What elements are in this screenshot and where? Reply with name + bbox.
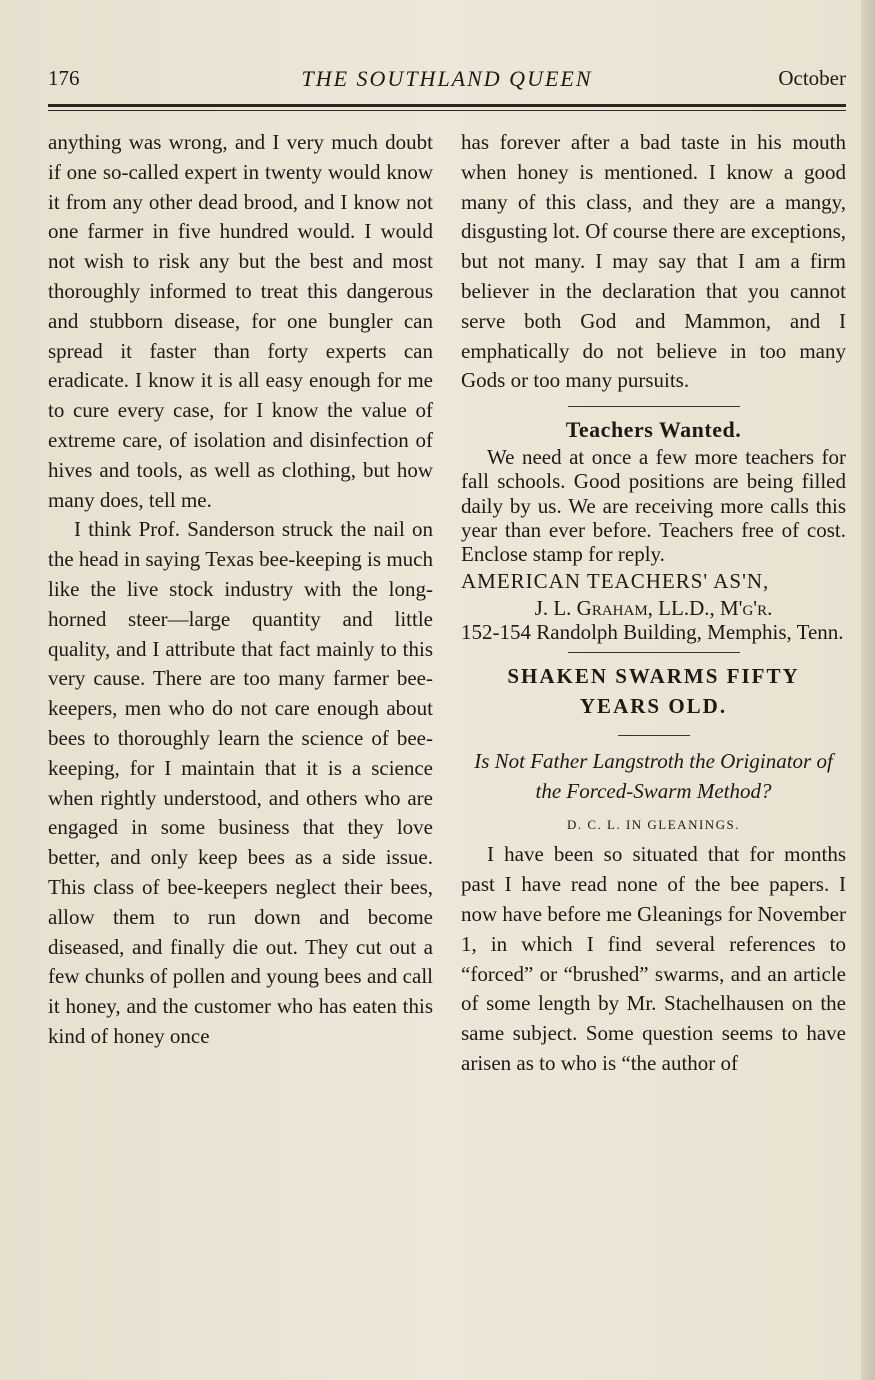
section-separator: [568, 406, 740, 407]
right-continuation-paragraph: has forever after a bad taste in his mouth when honey is mentioned. I know a good many of this class, and they are a mangy, disgusting lot. Of course there are exceptions, but not many. I may say that I am a firm believer in the declaration that you cannot serve both God and Mammon, and I emphatically do not believe in too many Gods or too many pursuits.: [461, 130, 846, 393]
article-title-line-1: SHAKEN SWARMS FIFTY: [507, 664, 800, 689]
section-separator: [568, 652, 740, 653]
journal-title: THE SOUTHLAND QUEEN: [301, 66, 593, 91]
ad-heading: Teachers Wanted.: [565, 417, 742, 443]
page-number: 176: [48, 66, 80, 90]
ad-organization: AMERICAN TEACHERS' AS'N,: [461, 569, 770, 594]
teachers-advertisement: [461, 415, 846, 644]
left-column: [48, 128, 433, 1052]
page-edge: [861, 0, 875, 1380]
ad-body: We need at once a few more teachers for fall schools. Good positions are being filled daily by us. We are receiving more calls this year than ever before. Teachers free of cost. Enclose stamp for reply.: [461, 445, 846, 566]
running-header: [48, 66, 846, 100]
left-paragraph-1: anything was wrong, and I very much doubt if one so-called expert in twenty would know it from any other dead brood, and I know not one farmer in five hundred would. I would not wish to risk any but the best and most thoroughly informed to treat this dangerous and stubborn disease, for one bungler can spread it faster than forty experts can eradicate. I know it is all easy enough for me to cure every case, for I know the value of extreme care, of isolation and disinfection of hives and tools, as well as clothing, but how many does, tell me.: [48, 130, 433, 512]
ad-manager: J. L. Graham, LL.D., M'g'r.: [534, 596, 773, 621]
article-body: I have been so situated that for months past I have read none of the bee papers. I now have before me Gleanings for November 1, in which I find several references to “forced” or “brushed” swarms, and an article of some length by Mr. Stachelhausen on the same subject. Some question seems to have arisen as to who is “the author of: [461, 842, 846, 1075]
issue-month: October: [778, 66, 846, 90]
ad-address: 152-154 Randolph Building, Memphis, Tenn.: [461, 620, 844, 645]
header-rule-thick: [48, 104, 846, 107]
article-title-line-2: YEARS OLD.: [579, 694, 728, 719]
left-paragraph-2: I think Prof. Sanderson struck the nail on the head in saying Texas bee-keeping is much like the live stock industry with the long-horned steer—large quantity and little quality, and I attribute that fact mainly to this very cause. There are too many farmer bee-keepers, men who do not care enough about bees to thoroughly learn the science of bee-keeping, for I maintain that it is a science when rightly understood, and others who are engaged in some business that they love better, and only keep bees as a side issue. This class of bee-keepers neglect their bees, allow them to run down and become diseased, and finally die out. They cut out a few chunks of pollen and young bees and call it honey, and the customer who has eaten this kind of honey once: [48, 517, 433, 1048]
title-separator: [618, 735, 690, 736]
article-byline: D. C. L. IN GLEANINGS.: [566, 817, 741, 833]
article: [461, 661, 846, 1078]
right-column: [461, 128, 846, 1079]
article-subtitle: Is Not Father Langstroth the Originator of the Forced-Swarm Method?: [474, 749, 833, 804]
header-rule-thin: [48, 110, 846, 111]
